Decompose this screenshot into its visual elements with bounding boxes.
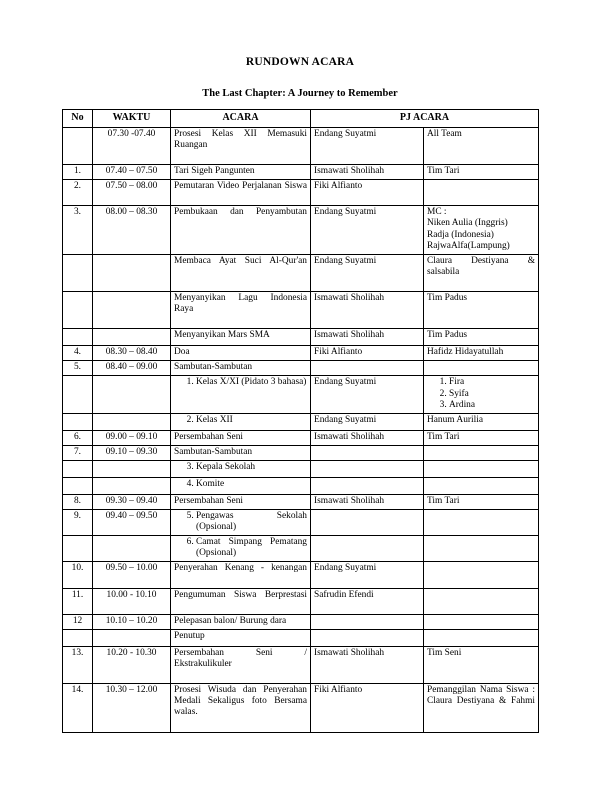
- cell-pj-detail: [424, 588, 539, 614]
- cell-pj-nama: Endang Suyatmi: [311, 127, 424, 164]
- cell-no: 2.: [63, 180, 93, 206]
- table-row: [63, 445, 539, 460]
- cell-pj-nama: Fiki Alfianto: [311, 180, 424, 206]
- cell-no: 4.: [63, 346, 93, 361]
- cell-pj-nama: Ismawati Sholihah: [311, 646, 424, 683]
- cell-waktu: 09.10 – 09.30: [93, 445, 171, 460]
- cell-waktu: 07.30 -07.40: [93, 127, 171, 164]
- cell-pj-detail: Tim Tari: [424, 430, 539, 445]
- cell-waktu: 10.10 – 10.20: [93, 614, 171, 629]
- cell-pj-nama: Endang Suyatmi: [311, 413, 424, 430]
- cell-acara: Sambutan-Sambutan: [171, 361, 311, 376]
- cell-acara: Prosesi Kelas XII Memasuki Ruangan: [171, 127, 311, 164]
- cell-no: [63, 460, 93, 477]
- table-row: [63, 292, 539, 329]
- cell-pj-detail: Tim Tari: [424, 165, 539, 180]
- cell-no: 3.: [63, 206, 93, 254]
- cell-pj-detail: [424, 562, 539, 588]
- cell-no: 13.: [63, 646, 93, 683]
- cell-no: [63, 292, 93, 329]
- acara-sublist: [174, 537, 307, 559]
- acara-sublist-item: 4. Komite: [196, 479, 307, 490]
- cell-waktu: 08.00 – 08.30: [93, 206, 171, 254]
- table-row: [63, 329, 539, 346]
- cell-pj-detail: MC : Niken Aulia (Inggris) Radja (Indonesia) RajwaAlfa(Lampung): [424, 206, 539, 254]
- cell-pj-nama: Fiki Alfianto: [311, 684, 424, 732]
- cell-pj-nama: Ismawati Sholihah: [311, 494, 424, 509]
- table-header: [63, 110, 539, 128]
- cell-waktu: [93, 477, 171, 494]
- cell-pj-detail: [424, 510, 539, 536]
- cell-pj-nama: [311, 536, 424, 562]
- cell-waktu: [93, 376, 171, 413]
- cell-pj-detail: [424, 180, 539, 206]
- cell-acara: Persembahan Seni: [171, 494, 311, 509]
- cell-no: 14.: [63, 684, 93, 732]
- table-row: [63, 536, 539, 562]
- cell-pj-detail: [424, 536, 539, 562]
- rundown-table: [62, 109, 539, 733]
- cell-no: [63, 629, 93, 646]
- table-row: [63, 361, 539, 376]
- column-header-waktu: WAKTU: [93, 110, 171, 128]
- table-row: [63, 206, 539, 254]
- cell-pj-nama: [311, 477, 424, 494]
- table-row: [63, 346, 539, 361]
- table-row: [63, 127, 539, 164]
- cell-pj-detail: [424, 376, 539, 413]
- table-row: [63, 494, 539, 509]
- cell-acara: [171, 460, 311, 477]
- acara-sublist: [174, 415, 307, 426]
- cell-waktu: 09.30 – 09.40: [93, 494, 171, 509]
- cell-acara: [171, 536, 311, 562]
- cell-acara: Doa: [171, 346, 311, 361]
- table-row: [63, 562, 539, 588]
- cell-waktu: [93, 460, 171, 477]
- cell-acara: Sambutan-Sambutan: [171, 445, 311, 460]
- cell-pj-nama: [311, 614, 424, 629]
- column-header-acara: ACARA: [171, 110, 311, 128]
- acara-sublist-item: 6. Camat Simpang Pematang (Opsional): [196, 537, 307, 559]
- cell-pj-nama: Ismawati Sholihah: [311, 165, 424, 180]
- cell-acara: [171, 477, 311, 494]
- cell-pj-nama: Safrudin Efendi: [311, 588, 424, 614]
- cell-pj-nama: [311, 361, 424, 376]
- column-header-no: No: [63, 110, 93, 128]
- cell-pj-nama: Fiki Alfianto: [311, 346, 424, 361]
- cell-waktu: [93, 292, 171, 329]
- cell-no: [63, 127, 93, 164]
- cell-no: [63, 477, 93, 494]
- table-row: [63, 510, 539, 536]
- page-title: RUNDOWN ACARA: [245, 56, 355, 68]
- cell-no: 5.: [63, 361, 93, 376]
- cell-pj-nama: Endang Suyatmi: [311, 562, 424, 588]
- cell-pj-detail: Tim Seni: [424, 646, 539, 683]
- cell-pj-detail: Pemanggilan Nama Siswa : Claura Destiyana & Fahmi: [424, 684, 539, 732]
- table-row: [63, 684, 539, 732]
- cell-acara: Pelepasan balon/ Burung dara: [171, 614, 311, 629]
- cell-pj-nama: Endang Suyatmi: [311, 206, 424, 254]
- table-row: [63, 629, 539, 646]
- cell-waktu: 07.50 – 08.00: [93, 180, 171, 206]
- cell-waktu: [93, 254, 171, 291]
- table-row: [63, 460, 539, 477]
- cell-waktu: 09.00 – 09.10: [93, 430, 171, 445]
- cell-pj-detail: [424, 460, 539, 477]
- cell-no: 1.: [63, 165, 93, 180]
- table-row: [63, 376, 539, 413]
- cell-pj-detail: [424, 361, 539, 376]
- pj-sublist: [427, 377, 535, 410]
- cell-no: 11.: [63, 588, 93, 614]
- cell-no: 9.: [63, 510, 93, 536]
- cell-no: 7.: [63, 445, 93, 460]
- cell-no: [63, 376, 93, 413]
- cell-acara: Menyanyikan Lagu Indonesia Raya: [171, 292, 311, 329]
- acara-sublist: [174, 377, 307, 388]
- table-row: [63, 646, 539, 683]
- cell-waktu: [93, 629, 171, 646]
- cell-pj-nama: Ismawati Sholihah: [311, 292, 424, 329]
- acara-sublist-item: 2. Kelas XII: [196, 415, 307, 426]
- table-row: [63, 430, 539, 445]
- cell-waktu: [93, 536, 171, 562]
- cell-acara: Penyerahan Kenang - kenangan: [171, 562, 311, 588]
- cell-pj-detail: Claura Destiyana & salsabila: [424, 254, 539, 291]
- cell-acara: [171, 413, 311, 430]
- cell-pj-nama: [311, 445, 424, 460]
- cell-waktu: 10.30 – 12.00: [93, 684, 171, 732]
- cell-pj-detail: Tim Tari: [424, 494, 539, 509]
- acara-sublist: [174, 511, 307, 533]
- cell-no: 6.: [63, 430, 93, 445]
- table-header-row: [63, 110, 539, 128]
- table-body: [63, 127, 539, 732]
- cell-no: [63, 413, 93, 430]
- cell-acara: Pengumuman Siswa Berprestasi: [171, 588, 311, 614]
- cell-acara: [171, 376, 311, 413]
- cell-acara: Pemutaran Video Perjalanan Siswa: [171, 180, 311, 206]
- cell-pj-detail: Tim Padus: [424, 292, 539, 329]
- cell-waktu: [93, 329, 171, 346]
- cell-waktu: 09.40 – 09.50: [93, 510, 171, 536]
- cell-acara: [171, 510, 311, 536]
- cell-no: [63, 254, 93, 291]
- cell-pj-nama: [311, 510, 424, 536]
- cell-no: 8.: [63, 494, 93, 509]
- cell-pj-nama: Ismawati Sholihah: [311, 329, 424, 346]
- cell-waktu: 08.40 – 09.00: [93, 361, 171, 376]
- acara-sublist-item: 3. Kepala Sekolah: [196, 462, 307, 473]
- page-subtitle: The Last Chapter: A Journey to Remember: [202, 88, 398, 99]
- column-header-pj-acara: PJ ACARA: [311, 110, 539, 128]
- table-row: [63, 413, 539, 430]
- cell-pj-detail: [424, 614, 539, 629]
- acara-sublist: [174, 462, 307, 473]
- cell-pj-detail: [424, 477, 539, 494]
- cell-no: [63, 536, 93, 562]
- table-row: [63, 477, 539, 494]
- table-row: [63, 165, 539, 180]
- table-row: [63, 180, 539, 206]
- cell-acara: Membaca Ayat Suci Al-Qur'an: [171, 254, 311, 291]
- acara-sublist: [174, 479, 307, 490]
- cell-waktu: 08.30 – 08.40: [93, 346, 171, 361]
- cell-waktu: 07.40 – 07.50: [93, 165, 171, 180]
- cell-pj-detail: Hanum Aurilia: [424, 413, 539, 430]
- cell-acara: Pembukaan dan Penyambutan: [171, 206, 311, 254]
- cell-pj-detail: Tim Padus: [424, 329, 539, 346]
- cell-pj-nama: [311, 629, 424, 646]
- acara-sublist-item: 1. Kelas X/XI (Pidato 3 bahasa): [196, 377, 307, 388]
- cell-pj-detail: Hafidz Hidayatullah: [424, 346, 539, 361]
- table-row: [63, 588, 539, 614]
- cell-pj-nama: Ismawati Sholihah: [311, 430, 424, 445]
- cell-waktu: 09.50 – 10.00: [93, 562, 171, 588]
- cell-no: [63, 329, 93, 346]
- cell-acara: Tari Sigeh Pangunten: [171, 165, 311, 180]
- cell-acara: Prosesi Wisuda dan Penyerahan Medali Sekaligus foto Bersama walas.: [171, 684, 311, 732]
- cell-pj-nama: Endang Suyatmi: [311, 376, 424, 413]
- cell-pj-nama: [311, 460, 424, 477]
- cell-acara: Persembahan Seni: [171, 430, 311, 445]
- cell-waktu: 10.20 - 10.30: [93, 646, 171, 683]
- cell-waktu: 10.00 - 10.10: [93, 588, 171, 614]
- pj-sublist-item: 2. Syifa: [449, 389, 535, 400]
- table-row: [63, 254, 539, 291]
- cell-pj-detail: All Team: [424, 127, 539, 164]
- cell-waktu: [93, 413, 171, 430]
- cell-acara: Menyanyikan Mars SMA: [171, 329, 311, 346]
- acara-sublist-item: 5. Pengawas Sekolah (Opsional): [196, 511, 307, 533]
- table-row: [63, 614, 539, 629]
- cell-pj-detail: [424, 629, 539, 646]
- cell-pj-nama: Endang Suyatmi: [311, 254, 424, 291]
- cell-no: 12: [63, 614, 93, 629]
- cell-acara: Persembahan Seni / Ekstrakulikuler: [171, 646, 311, 683]
- cell-pj-detail: [424, 445, 539, 460]
- cell-acara: Penutup: [171, 629, 311, 646]
- pj-sublist-item: 1. Fira: [449, 377, 535, 388]
- pj-sublist-item: 3. Ardina: [449, 400, 535, 411]
- cell-no: 10.: [63, 562, 93, 588]
